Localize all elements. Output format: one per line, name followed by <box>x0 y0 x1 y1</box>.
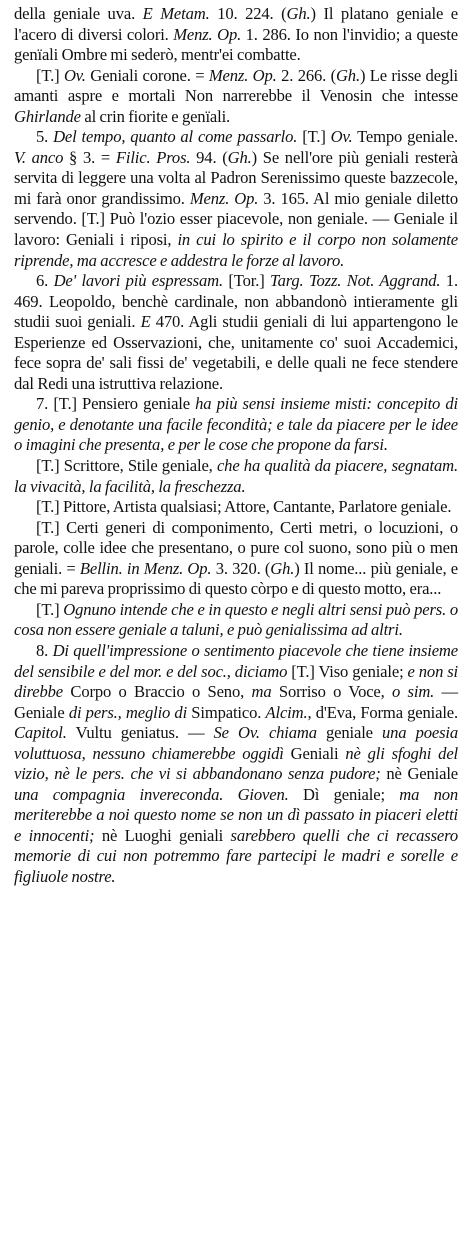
paragraph-3: 5. Del tempo, quanto al come passarlo. [T.] Ov. Tempo geniale. V. anco § 3. = Filic. Pros. 94. (Gh.) Se nell'ore più geniali resterà servita di leggere una volta al Padron Serenissimo queste bazzecole, mi farà onor grandissimo. Menz. Op. 3. 165. Al mio geniale diletto servendo. [T.] Può l'ozio esser piacevole, non geniale. — Geniale il lavoro: Geniali i riposi, in cui lo spirito e il corpo non solamente riprende, ma accresce e addestra le forze al lavoro. <box>14 127 459 270</box>
paragraph-10: 8. Di quell'impressione o sentimento piacevole che tiene insieme del sensibile e del mor. e del soc., diciamo [T.] Viso geniale; e non si direbbe Corpo o Braccio o Seno, ma Sorriso o Voce, o sim. — Geniale di pers., meglio di Simpatico. Alcim., d'Eva, Forma geniale. Capitol. Vultu geniatus. — Se Ov. chiama geniale una poesia voluttuosa, nessuno chiamerebbe oggidì Geniali nè gli sfoghi del vizio, nè le pers. che vi si abbandonano senza pudore; nè Geniale una compagnia invereconda. Gioven. Dì geniale; ma non meriterebbe a noi questo nome se non un dì passato in piaceri eletti e innocenti; nè Luoghi geniali sarebbero quelli che ci recassero memorie di cui non potremmo fare partecipi le madri e sorelle e figliuole nostre. <box>14 640 459 886</box>
paragraph-4: 6. De' lavori più espressam. [Tor.] Targ. Tozz. Not. Aggrand. 1. 469. Leopoldo, benchè cardinale, non abbandonò intieramente gli studii suoi geniali. E 470. Agli studii geniali di lui appartengono le Esperienze ed Osservazioni, che, unitamente co' suoi Accademici, fece sopra de' sali fissi de' vegetabili, e delle quali ne fece stendere dal Redi una istruttiva relazione. <box>14 271 459 393</box>
paragraph-2: [T.] Ov. Geniali corone. = Menz. Op. 2. 266. (Gh.) Le risse degli amanti aspre e mortali Non narrerebbe il Venosin che intesse Ghirlande al crin fiorite e genïali. <box>14 65 458 126</box>
paragraph-5: 7. [T.] Pensiero geniale ha più sensi insieme misti: concepito di genio, e denotante una facile fecondità; e tale da piacere per le idee o imagini che presenta, e per le cose che propone da farsi. <box>14 394 458 455</box>
paragraph-9: [T.] Ognuno intende che e in questo e negli altri sensi può pers. o cosa non essere geniale a taluni, e può genialissima ad altri. <box>14 599 458 640</box>
paragraph-1: della geniale uva. E Metam. 10. 224. (Gh.) Il platano geniale e l'acero di diversi colori. Menz. Op. 1. 286. Io non l'invidio; a queste genïali Ombre mi sederò, mentr'ei combatte. <box>14 4 458 65</box>
paragraph-7: [T.] Pittore, Artista qualsiasi; Attore, Cantante, Parlatore geniale. <box>36 497 452 517</box>
paragraph-6: [T.] Scrittore, Stile geniale, che ha qualità da piacere, segnatam. la vivacità, la facilità, la freschezza. <box>14 456 458 496</box>
paragraph-8: [T.] Certi generi di componimento, Certi metri, o locuzioni, o parole, colle idee che presentano, o pure col suono, sono più o men geniali. = Bellin. in Menz. Op. 3. 320. (Gh.) Il nome... più geniale, e che mi pareva proprissimo di questo còrpo e di questo motto, era... <box>14 517 458 599</box>
